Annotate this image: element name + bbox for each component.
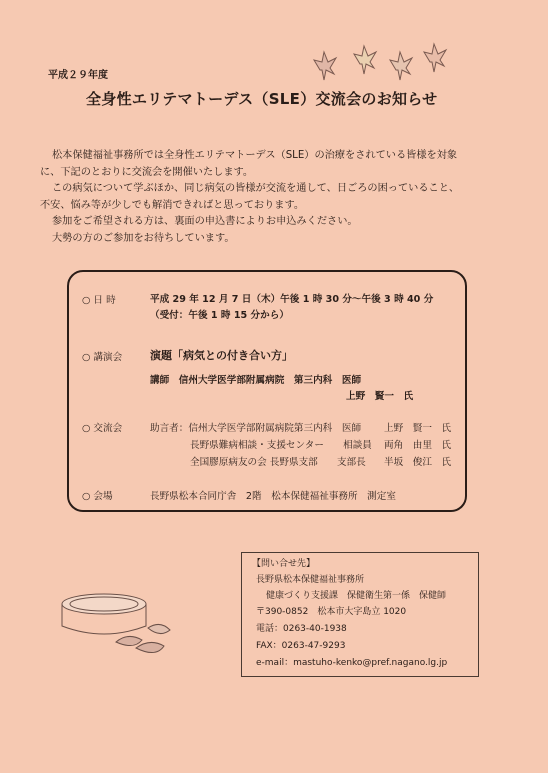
intro-line: 大勢の方のご参加をお待ちしています。 <box>52 232 235 244</box>
maple-leaves-illustration <box>308 40 448 84</box>
contact-email[interactable]: e-mail：mastuho-kenko@pref.nagano.lg.jp <box>256 658 448 668</box>
page-title: 全身性エリテマトーデス（SLE）交流会のお知らせ <box>86 90 438 108</box>
intro-line: 参加をご希望される方は、裏面の申込書によりお申込みください。 <box>52 216 358 227</box>
advisor-role: 助言者：信州大学医学部附属病院第三内科 医師 <box>150 423 362 434</box>
contact-box <box>241 552 479 677</box>
lecturer-affiliation: 講師 信州大学医学部附属病院 第三内科 医師 <box>150 375 362 386</box>
cake-and-leaves-illustration <box>56 586 176 666</box>
contact-fax: FAX：0263-47-9293 <box>256 641 346 651</box>
leaf-2 <box>354 46 376 74</box>
intro-line: 松本保健福祉事務所では全身性エリテマトーデス（SLE）の治療をされている皆様を対象 <box>52 150 458 161</box>
lecturer-name: 上野 賢一 氏 <box>346 391 414 402</box>
lecture-title: 演題「病気との付き合い方」 <box>150 349 293 362</box>
advisor-role: 長野県難病相談・支援センター 相談員 <box>190 440 372 451</box>
advisor-name: 両角 由里 氏 <box>384 440 452 451</box>
intro-line: に、下記のとおりに交流会を開催いたします。 <box>40 166 254 178</box>
date-label: ○ 日 時 <box>82 295 116 306</box>
exchange-label: ○ 交流会 <box>82 423 123 434</box>
contact-tel: 電話：0263-40-1938 <box>256 624 347 634</box>
advisor-name: 上野 賢一 氏 <box>384 423 452 434</box>
venue-value: 長野県松本合同庁舎 2階 松本保健福祉事務所 測定室 <box>150 491 396 502</box>
contact-dept: 健康づくり支援課 保健衛生第一係 保健師 <box>266 591 447 601</box>
intro-text <box>40 148 520 247</box>
leaf-4 <box>424 44 446 72</box>
reception-time: （受付：午後 1 時 15 分から） <box>150 310 289 321</box>
contact-heading: 【問い合せ先】 <box>252 559 316 569</box>
date-value: 平成 29 年 12 月 7 日（木）午後 1 時 30 分～午後 3 時 40 分 <box>150 294 434 305</box>
fiscal-year: 平成２９年度 <box>48 70 108 81</box>
lecture-label: ○ 講演会 <box>82 352 123 363</box>
advisor-role: 全国膠原病友の会 長野県支部 支部長 <box>190 457 366 468</box>
advisor-name: 半坂 俊江 氏 <box>384 457 452 468</box>
leaf-3 <box>390 52 412 80</box>
contact-address: 〒390-0852 松本市大字島立 1020 <box>256 607 407 617</box>
leaf-1 <box>314 52 336 80</box>
venue-label: ○ 会場 <box>82 491 113 502</box>
contact-org: 長野県松本保健福祉事務所 <box>256 575 365 585</box>
intro-line: この病気について学ぶほか、同じ病気の皆様が交流を通して、日ごろの困っていること、 <box>52 183 460 194</box>
intro-line: 不安、悩み等が少しでも解消できればと思っております。 <box>40 199 305 211</box>
